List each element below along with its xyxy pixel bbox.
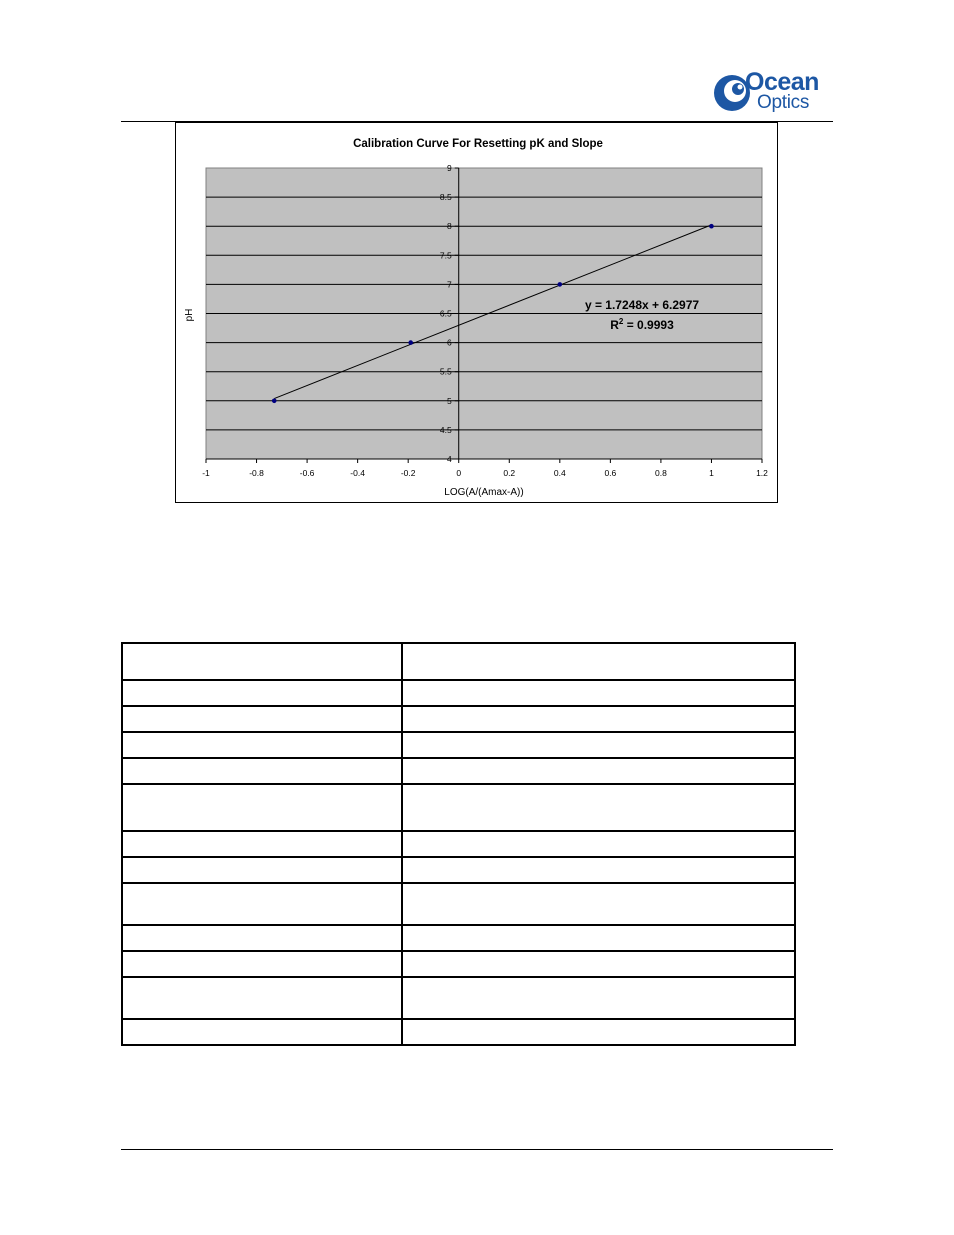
table-cell-value	[402, 732, 795, 758]
table-cell-value	[402, 977, 795, 1019]
x-tick-label: 0.2	[503, 468, 516, 478]
y-tick-label: 8.5	[439, 192, 452, 203]
table-cell-value	[402, 1019, 795, 1045]
table-cell-value	[402, 706, 795, 732]
y-tick-label: 4	[446, 454, 452, 464]
table-cell-value	[402, 680, 795, 706]
table-row	[122, 1019, 795, 1045]
logo-word-ocean: Ocean	[745, 68, 819, 96]
x-axis-label: LOG(A/(Amax-A))	[444, 487, 524, 498]
table-cell-label	[122, 883, 402, 925]
y-tick-label: 4.5	[439, 424, 452, 435]
table-row	[122, 643, 795, 680]
trendline-equation: y = 1.7248x + 6.2977	[584, 298, 700, 312]
x-tick-labels	[202, 468, 768, 478]
chart-svg	[176, 123, 777, 502]
x-tick-label: 1	[709, 468, 714, 478]
r-squared-sup: 2	[618, 317, 624, 326]
table-cell-value	[402, 784, 795, 831]
table-row	[122, 732, 795, 758]
table-cell-label	[122, 951, 402, 977]
table-cell-label	[122, 1019, 402, 1045]
x-tick-label: 0.4	[553, 468, 566, 478]
table-cell-value	[402, 857, 795, 883]
data-point	[558, 282, 563, 287]
y-tick-label: 7	[446, 279, 452, 290]
y-tick-label: 9	[446, 163, 452, 173]
r-squared-value: = 0.9993	[623, 318, 674, 332]
x-tick-label: -0.4	[350, 468, 365, 478]
table-cell-label	[122, 706, 402, 732]
data-point	[408, 340, 413, 345]
table-cell-label	[122, 732, 402, 758]
table-cell-value	[402, 925, 795, 951]
table-row	[122, 680, 795, 706]
x-tick-label: -0.6	[299, 468, 315, 478]
table-row	[122, 706, 795, 732]
table-cell-label	[122, 680, 402, 706]
footer-rule	[121, 1149, 833, 1150]
table-row	[122, 951, 795, 977]
table-row	[122, 977, 795, 1019]
r-squared-prefix: R	[610, 318, 619, 332]
x-tick-label: 0.8	[654, 468, 667, 478]
table-cell-label	[122, 977, 402, 1019]
table-row	[122, 758, 795, 784]
table-cell-value	[402, 643, 795, 680]
table-cell-label	[122, 857, 402, 883]
table-cell-value	[402, 831, 795, 857]
table-cell-value	[402, 951, 795, 977]
y-tick-label: 7.5	[439, 250, 452, 261]
x-tick-label: 0	[456, 468, 462, 478]
x-tick-label: -0.8	[249, 468, 264, 478]
table-row	[122, 857, 795, 883]
logo-word-optics: Optics	[757, 92, 810, 113]
x-axis	[206, 459, 762, 463]
data-point	[709, 224, 714, 229]
table-row	[122, 883, 795, 925]
table-cell-label	[122, 643, 402, 680]
x-tick-label: 1.2	[756, 468, 768, 478]
x-tick-label: 0.6	[604, 468, 617, 478]
table-cell-label	[122, 925, 402, 951]
table-cell-value	[402, 883, 795, 925]
y-tick-label: 8	[446, 221, 452, 232]
chart-title: Calibration Curve For Resetting pK and Slope	[353, 138, 603, 150]
x-tick-label: -1	[202, 468, 210, 478]
ocean-optics-logo	[712, 66, 837, 120]
data-point	[272, 399, 277, 404]
x-tick-label: -0.2	[400, 468, 416, 478]
table-row	[122, 784, 795, 831]
table-row	[122, 831, 795, 857]
table-cell-label	[122, 758, 402, 784]
table-cell-label	[122, 784, 402, 831]
table-row	[122, 925, 795, 951]
table-cell-value	[402, 758, 795, 784]
y-tick-label: 5.5	[439, 366, 452, 377]
y-tick-label: 5	[446, 395, 452, 406]
table-cell-label	[122, 831, 402, 857]
y-tick-label: 6.5	[439, 308, 452, 319]
calibration-chart	[175, 122, 778, 503]
data-table	[121, 642, 796, 1046]
y-tick-label: 6	[446, 337, 452, 348]
y-axis-label: pH	[184, 308, 195, 322]
